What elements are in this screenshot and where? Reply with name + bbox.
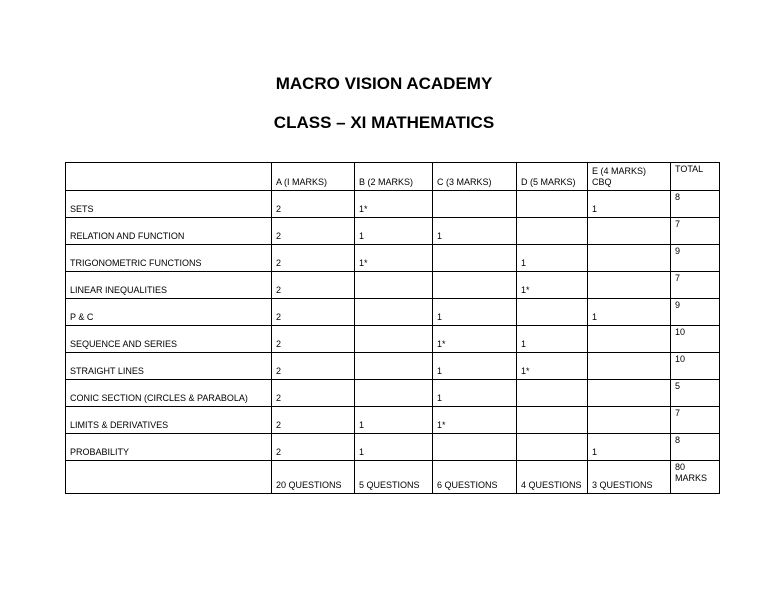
marks-cell-c: 1 — [433, 299, 517, 326]
total-cell: 7 — [671, 407, 720, 434]
total-cell: 5 — [671, 380, 720, 407]
table-row — [66, 434, 720, 461]
marks-distribution-table — [65, 162, 720, 494]
marks-cell-c — [433, 245, 517, 272]
marks-cell-b — [355, 326, 433, 353]
topic-cell: LIMITS & DERIVATIVES — [66, 407, 272, 434]
marks-cell-d — [517, 380, 588, 407]
marks-cell-d: 1* — [517, 272, 588, 299]
topic-cell: RELATION AND FUNCTION — [66, 218, 272, 245]
total-cell: 9 — [671, 299, 720, 326]
total-cell: 9 — [671, 245, 720, 272]
marks-cell-d: 1* — [517, 353, 588, 380]
total-cell: 7 — [671, 272, 720, 299]
header-topic-cell — [66, 163, 272, 191]
marks-cell-a: 2 — [272, 218, 355, 245]
document-subtitle: CLASS – XI MATHEMATICS — [273, 113, 495, 132]
marks-cell-e: 1 — [588, 191, 671, 218]
marks-cell-a: 2 — [272, 407, 355, 434]
marks-cell-a: 2 — [272, 434, 355, 461]
marks-cell-e — [588, 380, 671, 407]
topic-cell: LINEAR INEQUALITIES — [66, 272, 272, 299]
marks-cell-b — [355, 272, 433, 299]
total-cell: 10 — [671, 353, 720, 380]
table-row — [66, 191, 720, 218]
topic-cell: SETS — [66, 191, 272, 218]
marks-cell-b: 1* — [355, 245, 433, 272]
marks-cell-c — [433, 191, 517, 218]
marks-cell-a: 2 — [272, 326, 355, 353]
marks-cell-b — [355, 299, 433, 326]
header-d-cell: D (5 MARKS) — [517, 163, 588, 191]
table-row — [66, 353, 720, 380]
table-row — [66, 380, 720, 407]
table-row — [66, 299, 720, 326]
marks-cell-b — [355, 380, 433, 407]
header-e-sublabel: CBQ — [592, 177, 612, 187]
header-e-label: E (4 MARKS) — [592, 166, 647, 176]
marks-cell-d — [517, 434, 588, 461]
marks-cell-b: 1 — [355, 434, 433, 461]
marks-cell-e — [588, 272, 671, 299]
header-b-cell: B (2 MARKS) — [355, 163, 433, 191]
question-count-c: 6 QUESTIONS — [433, 461, 517, 494]
topic-cell: CONIC SECTION (CIRCLES & PARABOLA) — [66, 380, 272, 407]
footer-row — [66, 461, 720, 494]
table-row — [66, 272, 720, 299]
header-row — [66, 163, 720, 191]
table-row — [66, 407, 720, 434]
question-count-d: 4 QUESTIONS — [517, 461, 588, 494]
document-title: MACRO VISION ACADEMY — [275, 74, 493, 93]
question-count-b: 5 QUESTIONS — [355, 461, 433, 494]
marks-cell-e: 1 — [588, 299, 671, 326]
table-row — [66, 245, 720, 272]
marks-cell-d: 1 — [517, 245, 588, 272]
marks-cell-c: 1* — [433, 407, 517, 434]
marks-cell-a: 2 — [272, 272, 355, 299]
header-c-cell: C (3 MARKS) — [433, 163, 517, 191]
marks-cell-c: 1 — [433, 218, 517, 245]
marks-cell-d — [517, 299, 588, 326]
header-total-cell: TOTAL — [671, 163, 720, 191]
question-count-e: 3 QUESTIONS — [588, 461, 671, 494]
marks-cell-b — [355, 353, 433, 380]
marks-cell-d: 1 — [517, 326, 588, 353]
marks-cell-e — [588, 353, 671, 380]
marks-cell-c — [433, 434, 517, 461]
grand-total-unit: MARKS — [675, 473, 708, 483]
marks-cell-a: 2 — [272, 380, 355, 407]
marks-cell-e — [588, 326, 671, 353]
marks-cell-a: 2 — [272, 353, 355, 380]
marks-cell-d — [517, 218, 588, 245]
header-a-cell: A (I MARKS) — [272, 163, 355, 191]
marks-cell-a: 2 — [272, 245, 355, 272]
grand-total-cell — [671, 461, 720, 494]
total-cell: 8 — [671, 434, 720, 461]
marks-cell-a: 2 — [272, 191, 355, 218]
marks-cell-c: 1* — [433, 326, 517, 353]
table-row — [66, 218, 720, 245]
table-row — [66, 326, 720, 353]
question-count-a: 20 QUESTIONS — [272, 461, 355, 494]
marks-cell-c — [433, 272, 517, 299]
topic-cell: TRIGONOMETRIC FUNCTIONS — [66, 245, 272, 272]
footer-topic-cell — [66, 461, 272, 494]
marks-cell-d — [517, 191, 588, 218]
marks-cell-e: 1 — [588, 434, 671, 461]
topic-cell: STRAIGHT LINES — [66, 353, 272, 380]
topic-cell: PROBABILITY — [66, 434, 272, 461]
topic-cell: SEQUENCE AND SERIES — [66, 326, 272, 353]
marks-cell-d — [517, 407, 588, 434]
marks-cell-a: 2 — [272, 299, 355, 326]
marks-cell-c: 1 — [433, 353, 517, 380]
marks-cell-e — [588, 245, 671, 272]
total-cell: 8 — [671, 191, 720, 218]
marks-cell-b: 1 — [355, 407, 433, 434]
marks-cell-e — [588, 218, 671, 245]
marks-cell-b: 1* — [355, 191, 433, 218]
marks-cell-b: 1 — [355, 218, 433, 245]
topic-cell: P & C — [66, 299, 272, 326]
marks-cell-e — [588, 407, 671, 434]
header-e-cell — [588, 163, 671, 191]
marks-cell-c: 1 — [433, 380, 517, 407]
grand-total-value: 80 — [675, 462, 686, 472]
total-cell: 10 — [671, 326, 720, 353]
total-cell: 7 — [671, 218, 720, 245]
